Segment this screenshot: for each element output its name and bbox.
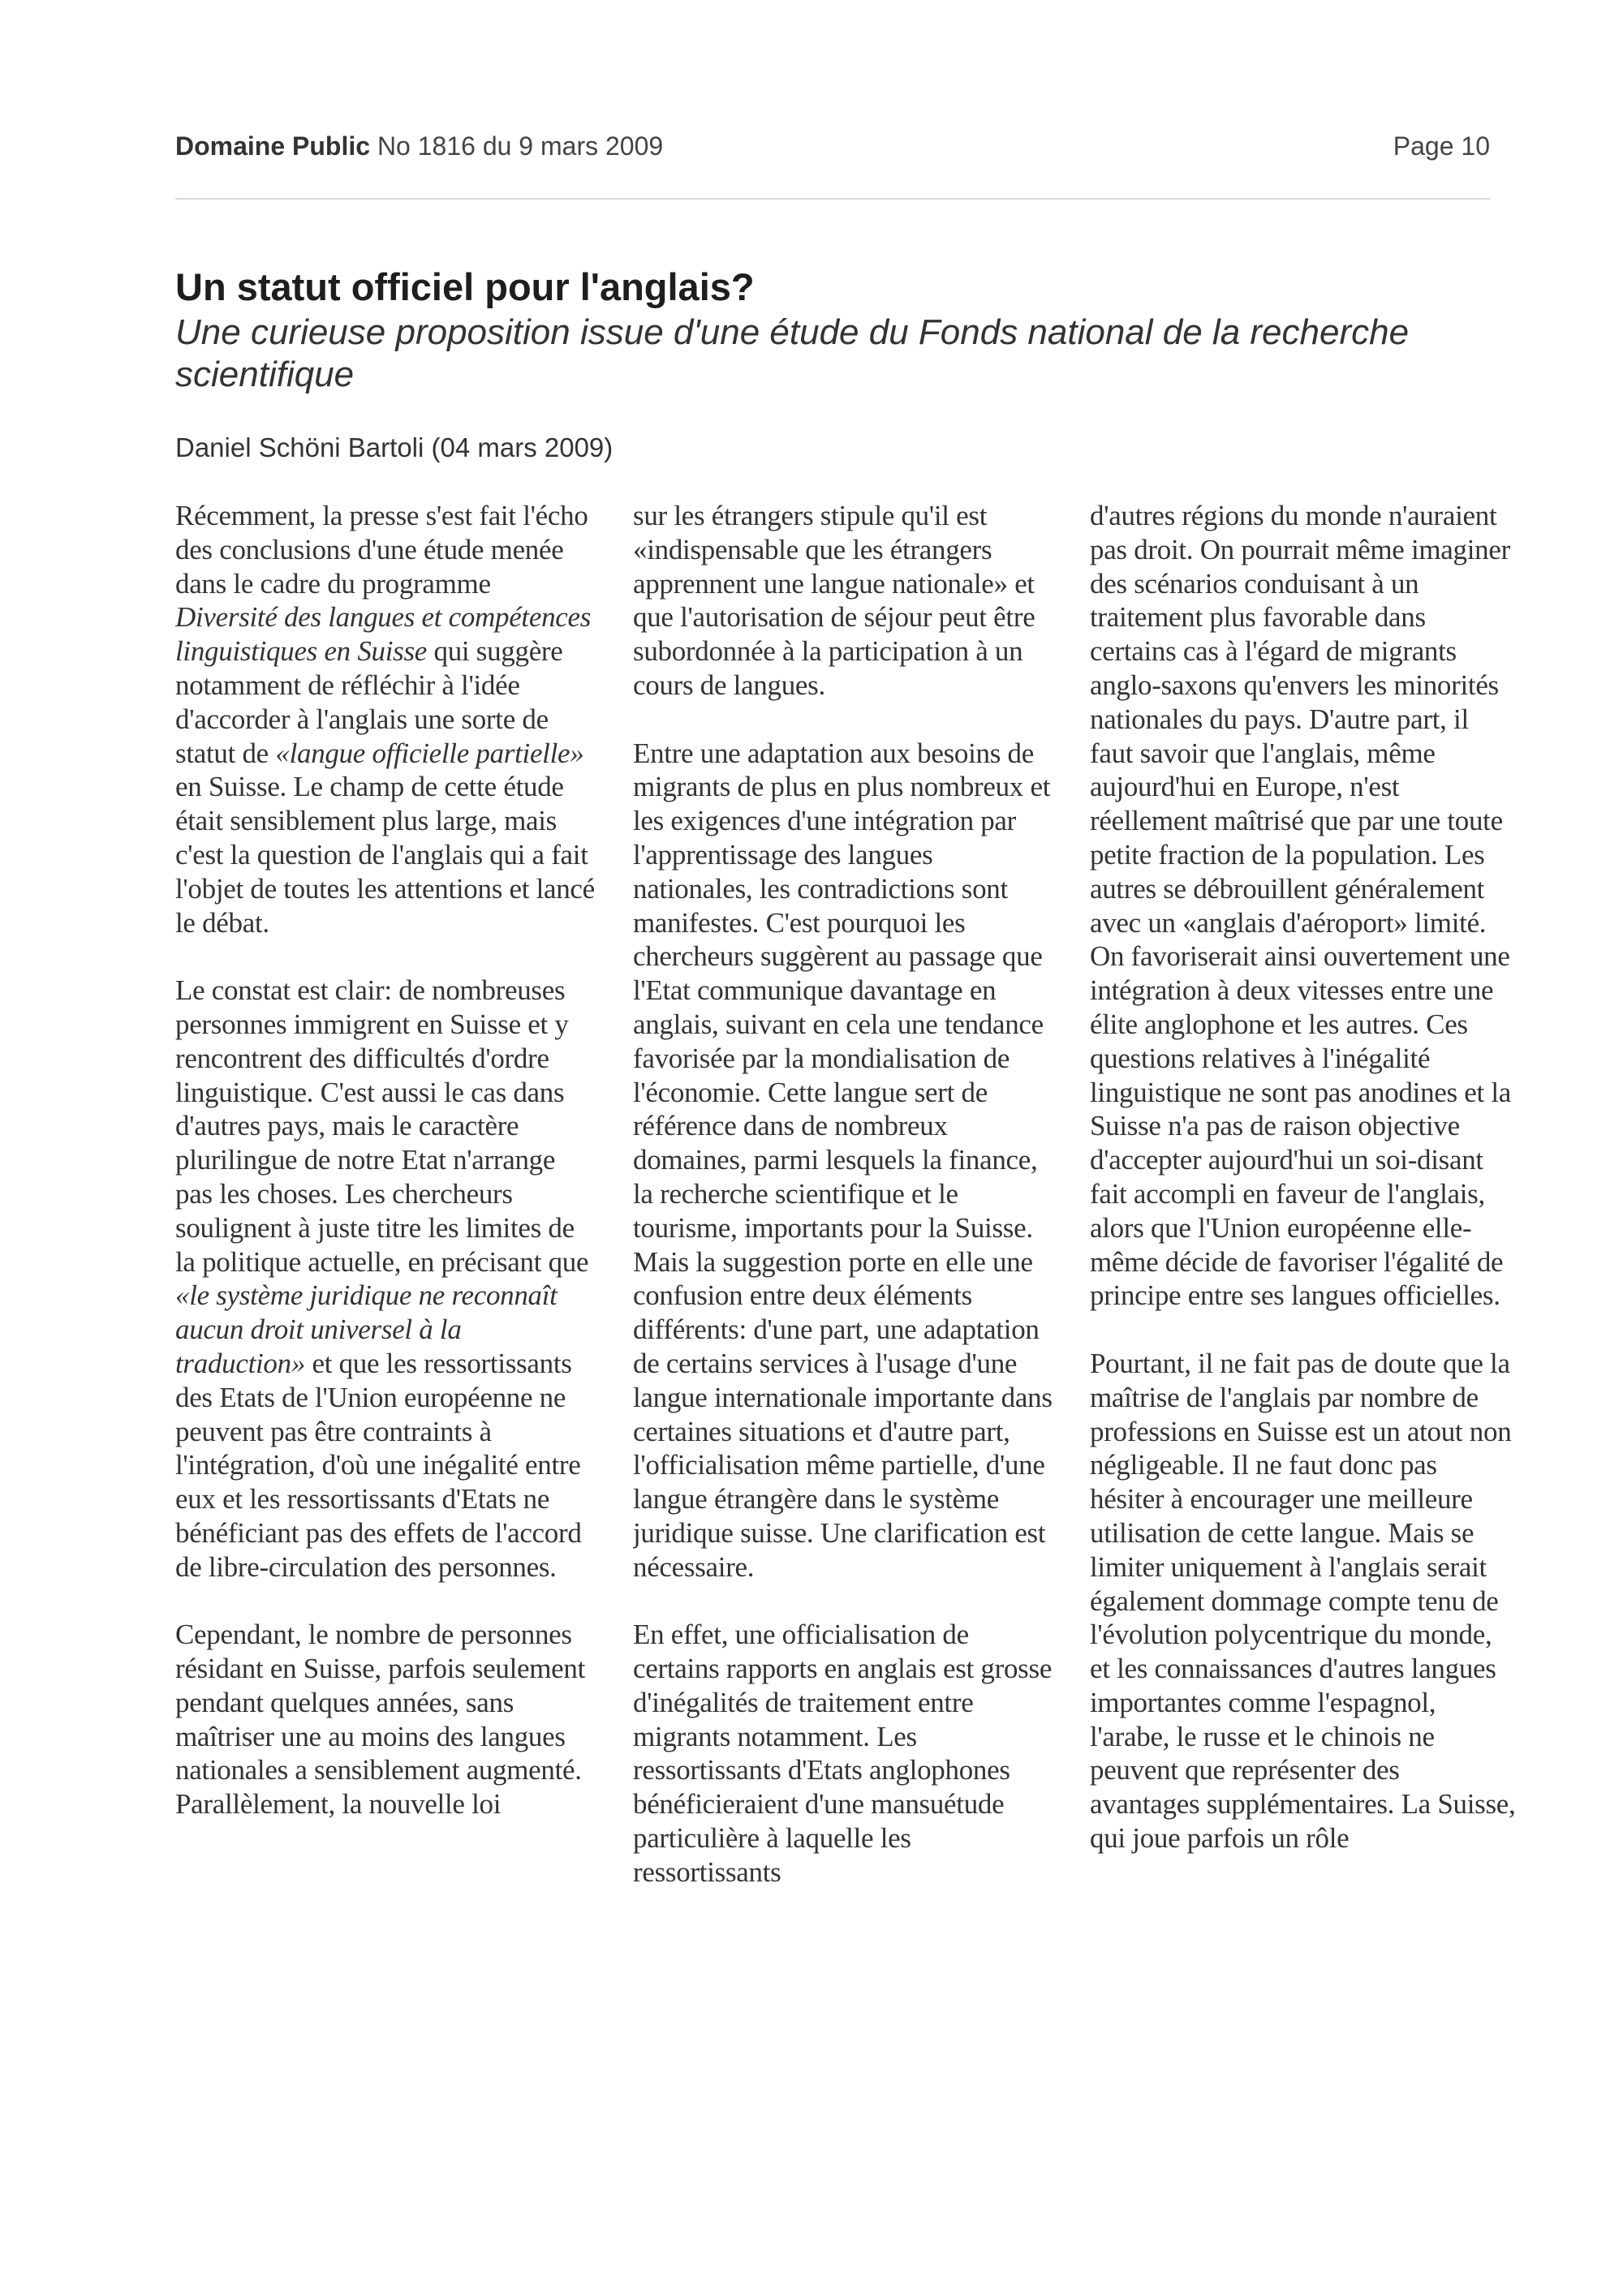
program-title: Diversité des langues et compétences linguistiques en Suisse [175, 601, 592, 668]
paragraph [175, 974, 597, 1584]
paragraph: sur les étrangers stipule qu'il est «indispensable que les étrangers apprennent une langue nationale» et que l'autorisation de séjour peut être subordonnée à la participation à un cours de langues. [633, 500, 1035, 701]
article-subtitle: Une curieuse proposition issue d'une étude du Fonds national de la recherche scientifique [175, 312, 1410, 394]
paragraph: Entre une adaptation aux besoins de migrants de plus en plus nombreux et les exigences d'une intégration par l'apprentissage des langues nationales, les contradictions sont manifestes. C'est pourquoi les chercheurs suggèrent au passage que l'Etat communique davantage en anglais, suivant en cela une tendance favorisée par la mondialisation de l'économie. Cette langue sert de référence dans de nombreux domaines, parmi lesquels la finance, la recherche scientifique et le tourisme, importants pour la Suisse. Mais la suggestion porte en elle une confusion entre deux éléments différents: d'une part, une adaptation de certains services à l'usage d'une langue internationale importante dans certaines situations et d'autre part, l'officialisation même partielle, d'une langue étrangère dans le système juridique suisse. Une clarification est nécessaire. [633, 737, 1053, 1583]
publication-name: Domaine Public [175, 131, 371, 161]
page-number: Page 10 [1393, 131, 1490, 161]
text-run: Récemment, la presse s'est fait l'écho des conclusions d'une étude menée dans le cadre du programme [175, 500, 588, 600]
text-run: Le constat est clair: de nombreuses personnes immigrent en Suisse et y rencontrent des difficultés d'ordre linguistique. C'est aussi le cas dans d'autres pays, mais le caractère plurilingue de notre Etat n'arrange pas les choses. Les chercheurs soulignent à juste titre les limites de la politique actuelle, en précisant que [175, 974, 589, 1278]
text-column-2 [633, 499, 1055, 2170]
paragraph: En effet, une officialisation de certains rapports en anglais est grosse d'inégalités de traitement entre migrants notamment. Les ressortissants d'Etats anglophones bénéficieraient d'une mansuétude particulière à laquelle les ressortissants [633, 1619, 1053, 1888]
paragraph: Cependant, le nombre de personnes résidant en Suisse, parfois seulement pendant quelques années, sans maîtriser une au moins des langues nationales a sensiblement augmenté. Parallèlement, la nouvelle loi [175, 1619, 586, 1821]
quoted-term: «langue officielle partielle» [275, 737, 584, 769]
text-run: qui suggère notamment de réfléchir à l'idée d'accorder à l'anglais une sorte de statut de [175, 635, 563, 769]
text-column-1 [175, 499, 597, 2170]
page-header [175, 131, 1490, 170]
paragraph: Pourtant, il ne fait pas de doute que la maîtrise de l'anglais par nombre de professions en Suisse est un atout non négligeable. Il ne faut donc pas hésiter à encourager une meilleure utilisation de cette langue. Mais se limiter uniquement à l'anglais serait également dommage compte tenu de l'évolution polycentrique du monde, et les connaissances d'autres langues importantes comme l'espagnol, l'arabe, le russe et le chinois ne peuvent que représenter des avantages supplémentaires. La Suisse, qui joue parfois un rôle [1090, 1347, 1516, 1855]
article-title: Un statut officiel pour l'anglais? [175, 265, 755, 308]
quotation: «le système juridique ne reconnaît aucun droit universel à la traduction» [175, 1279, 558, 1379]
issue-info: No 1816 du 9 mars 2009 [377, 131, 664, 161]
text-run: et que les ressortissants des Etats de l'Union européenne ne peuvent pas être contraints à l'intégration, d'où une inégalité entre eux et les ressortissants d'Etats ne bénéficiant pas des effets de l'accord de libre-circulation des personnes. [175, 1347, 582, 1583]
text-column-3 [1090, 499, 1516, 2170]
article-byline: Daniel Schöni Bartoli (04 mars 2009) [175, 432, 613, 462]
header-divider [175, 198, 1490, 200]
paragraph: d'autres régions du monde n'auraient pas droit. On pourrait même imaginer des scénarios conduisant à un traitement plus favorable dans certains cas à l'égard de migrants anglo-saxons qu'envers les minorités nationales du pays. D'autre part, il faut savoir que l'anglais, même aujourd'hui en Europe, n'est réellement maîtrisé que par une toute petite fraction de la population. Les autres se débrouillent généralement avec un «anglais d'aéroport» limité. On favoriserait ainsi ouvertement une intégration à deux vitesses entre une élite anglophone et les autres. Ces questions relatives à l'inégalité linguistique ne sont pas anodines et la Suisse n'a pas de raison objective d'accepter aujourd'hui un soi-disant fait accompli en faveur de l'anglais, alors que l'Union européenne elle-même décide de favoriser l'égalité de principe entre ses langues officielles. [1090, 500, 1512, 1312]
text-run: en Suisse. Le champ de cette étude était sensiblement plus large, mais c'est la question de l'anglais qui a fait l'objet de toutes les attentions et lancé le débat. [175, 771, 595, 939]
paragraph [175, 499, 597, 939]
